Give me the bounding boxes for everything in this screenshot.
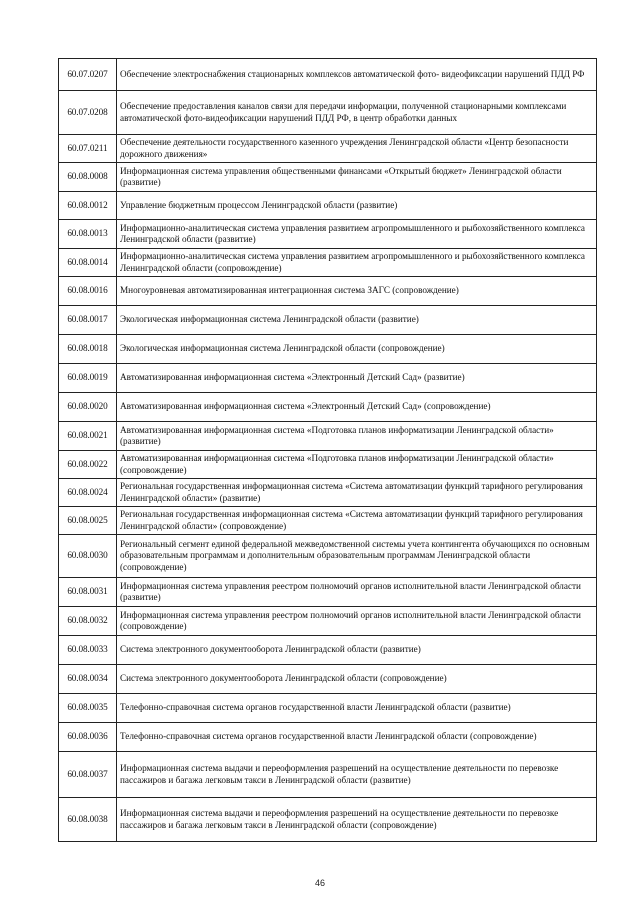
- table-row: [59, 636, 597, 665]
- row-name: Информационная система управления реестром полномочий органов исполнительной власти Ленинградской области (развитие): [117, 578, 597, 607]
- row-name: Информационно-аналитическая система управления развитием агропромышленного и рыбохозяйственного комплекса Ленинградской области (сопровождение): [117, 249, 597, 277]
- row-code: 60.07.0211: [59, 135, 117, 163]
- table-row: [59, 277, 597, 306]
- page-number: 46: [314, 878, 325, 888]
- row-code: 60.08.0037: [59, 752, 117, 798]
- row-code: 60.08.0012: [59, 192, 117, 220]
- budget-codes-table: [58, 58, 597, 842]
- row-name: Автоматизированная информационная система «Подготовка планов информатизации Ленинградской области» (сопровождение): [117, 451, 597, 479]
- table-row: [59, 335, 597, 364]
- table-row: [59, 91, 597, 135]
- table-row: [59, 163, 597, 192]
- table-row: [59, 752, 597, 798]
- table-row: [59, 578, 597, 607]
- row-code: 60.08.0033: [59, 636, 117, 665]
- row-name: Экологическая информационная система Ленинградской области (развитие): [117, 306, 597, 335]
- row-name: Обеспечение предоставления каналов связи для передачи информации, полученной стационарными комплексами автоматической фото-видеофиксации нарушений ПДД РФ, в центр обработки данных: [117, 91, 597, 135]
- row-code: 60.08.0014: [59, 249, 117, 277]
- row-code: 60.08.0031: [59, 578, 117, 607]
- table-row: [59, 694, 597, 723]
- table-body: [59, 59, 597, 842]
- row-code: 60.08.0008: [59, 163, 117, 192]
- row-name: Обеспечение деятельности государственного казенного учреждения Ленинградской области «Центр безопасности дорожного движения»: [117, 135, 597, 163]
- table-row: [59, 535, 597, 578]
- table-row: [59, 507, 597, 535]
- row-name: Автоматизированная информационная система «Электронный Детский Сад» (развитие): [117, 364, 597, 393]
- row-name: Автоматизированная информационная система «Подготовка планов информатизации Ленинградской области» (развитие): [117, 422, 597, 451]
- table-row: [59, 665, 597, 694]
- table-row: [59, 135, 597, 163]
- row-name: Региональная государственная информационная система «Система автоматизации функций тарифного регулирования Ленинградской области» (сопровождение): [117, 507, 597, 535]
- row-code: 60.08.0038: [59, 798, 117, 842]
- row-name: Экологическая информационная система Ленинградской области (сопровождение): [117, 335, 597, 364]
- table-row: [59, 364, 597, 393]
- table-row: [59, 220, 597, 249]
- row-name: Управление бюджетным процессом Ленинградской области (развитие): [117, 192, 597, 220]
- row-code: 60.08.0016: [59, 277, 117, 306]
- row-code: 60.08.0021: [59, 422, 117, 451]
- table-row: [59, 607, 597, 636]
- row-code: 60.08.0018: [59, 335, 117, 364]
- row-name: Информационная система выдачи и переоформления разрешений на осуществление деятельности по перевозке пассажиров и багажа легковым такси в Ленинградской области (развитие): [117, 752, 597, 798]
- row-name: Многоуровневая автоматизированная интеграционная система ЗАГС (сопровождение): [117, 277, 597, 306]
- row-name: Информационная система управления общественными финансами «Открытый бюджет» Ленинградской области (развитие): [117, 163, 597, 192]
- row-name: Информационная система управления реестром полномочий органов исполнительной власти Ленинградской области (сопровождение): [117, 607, 597, 636]
- table-row: [59, 479, 597, 507]
- row-name: Телефонно-справочная система органов государственной власти Ленинградской области (сопровождение): [117, 723, 597, 752]
- table-row: [59, 798, 597, 842]
- row-code: 60.07.0208: [59, 91, 117, 135]
- table-row: [59, 723, 597, 752]
- row-code: 60.08.0036: [59, 723, 117, 752]
- table-row: [59, 192, 597, 220]
- table-row: [59, 59, 597, 91]
- row-name: Информационная система выдачи и переоформления разрешений на осуществление деятельности по перевозке пассажиров и багажа легковым такси в Ленинградской области (сопровождение): [117, 798, 597, 842]
- row-name: Информационно-аналитическая система управления развитием агропромышленного и рыбохозяйственного комплекса Ленинградской области (развитие): [117, 220, 597, 249]
- row-name: Телефонно-справочная система органов государственной власти Ленинградской области (развитие): [117, 694, 597, 723]
- row-code: 60.08.0030: [59, 535, 117, 578]
- table-row: [59, 422, 597, 451]
- row-code: 60.08.0025: [59, 507, 117, 535]
- row-name: Система электронного документооборота Ленинградской области (развитие): [117, 636, 597, 665]
- row-code: 60.08.0024: [59, 479, 117, 507]
- table-row: [59, 393, 597, 422]
- row-name: Региональный сегмент единой федеральной межведомственной системы учета контингента обучающихся по основным образовательным программам и дополнительным образовательным программам Ленинградской области (сопровождение): [117, 535, 597, 578]
- table-row: [59, 249, 597, 277]
- row-code: 60.08.0022: [59, 451, 117, 479]
- row-code: 60.08.0013: [59, 220, 117, 249]
- row-code: 60.08.0019: [59, 364, 117, 393]
- row-code: 60.07.0207: [59, 59, 117, 91]
- row-code: 60.08.0034: [59, 665, 117, 694]
- row-code: 60.08.0017: [59, 306, 117, 335]
- row-name: Автоматизированная информационная система «Электронный Детский Сад» (сопровождение): [117, 393, 597, 422]
- row-name: Региональная государственная информационная система «Система автоматизации функций тарифного регулирования Ленинградской области» (развитие): [117, 479, 597, 507]
- row-code: 60.08.0020: [59, 393, 117, 422]
- row-code: 60.08.0032: [59, 607, 117, 636]
- table-row: [59, 451, 597, 479]
- row-name: Система электронного документооборота Ленинградской области (сопровождение): [117, 665, 597, 694]
- table-row: [59, 306, 597, 335]
- row-name: Обеспечение электроснабжения стационарных комплексов автоматической фото- видеофиксации нарушений ПДД РФ: [117, 59, 597, 91]
- row-code: 60.08.0035: [59, 694, 117, 723]
